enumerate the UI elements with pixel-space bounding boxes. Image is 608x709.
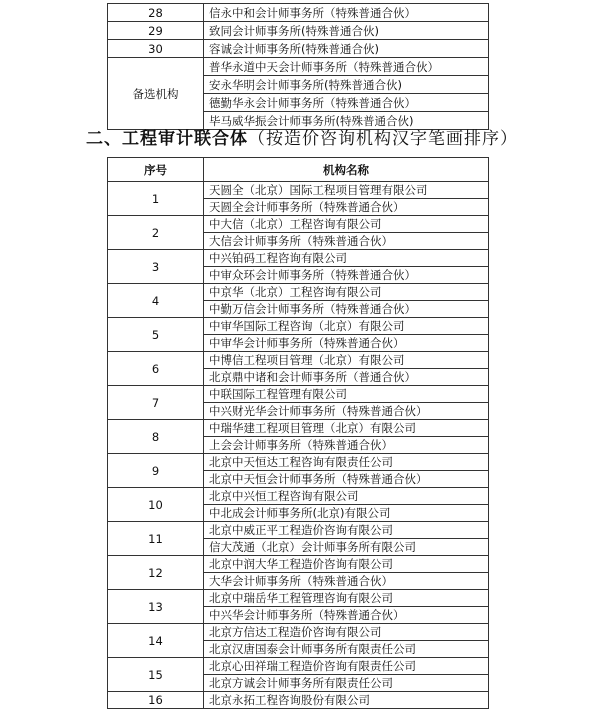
firm-name: 中勤万信会计师事务所（特殊普通合伙） [204, 301, 489, 318]
table-row [108, 624, 489, 641]
table-row [108, 488, 489, 505]
section-title: 二、工程审计联合体 [86, 129, 248, 149]
section-subtitle: （按造价咨询机构汉字笔画排序） [248, 129, 518, 149]
firm-name: 中京华（北京）工程咨询有限公司 [204, 284, 489, 301]
serial-number: 13 [108, 590, 204, 624]
serial-number: 15 [108, 658, 204, 692]
serial-number: 10 [108, 488, 204, 522]
firm-name: 信永中和会计师事务所（特殊普通合伙） [204, 4, 489, 22]
header-firm-name: 机构名称 [204, 158, 489, 182]
audit-consortium-table [107, 157, 489, 709]
table-header-row [108, 158, 489, 182]
firm-name: 上会会计师事务所（特殊普通合伙） [204, 437, 489, 454]
serial-number: 12 [108, 556, 204, 590]
table-row [108, 590, 489, 607]
backup-firm-name: 毕马威华振会计师事务所(特殊普通合伙) [204, 112, 489, 130]
firm-name: 容诚会计师事务所(特殊普通合伙) [204, 40, 489, 58]
table-row [108, 692, 489, 709]
firm-name: 中北成会计师事务所(北京)有限公司 [204, 505, 489, 522]
table-row [108, 40, 489, 58]
table-row [108, 420, 489, 437]
serial-number: 3 [108, 250, 204, 284]
table-row [108, 556, 489, 573]
serial-number: 1 [108, 182, 204, 216]
serial-number: 11 [108, 522, 204, 556]
firm-name: 北京鼎中诸和会计师事务所（普通合伙） [204, 369, 489, 386]
table-row [108, 284, 489, 301]
firm-name: 北京中润大华工程造价咨询有限公司 [204, 556, 489, 573]
table-row [108, 58, 489, 76]
table-row [108, 352, 489, 369]
firm-name: 北京中瑞岳华工程管理咨询有限公司 [204, 590, 489, 607]
firm-name: 大华会计师事务所（特殊普通合伙） [204, 573, 489, 590]
table-row [108, 182, 489, 199]
firm-name: 天圆全会计师事务所（特殊普通合伙） [204, 199, 489, 216]
serial-number: 8 [108, 420, 204, 454]
firm-name: 北京汉唐国泰会计师事务所有限责任公司 [204, 641, 489, 658]
serial-number: 4 [108, 284, 204, 318]
serial-number: 16 [108, 692, 204, 709]
firm-name: 中大信（北京）工程咨询有限公司 [204, 216, 489, 233]
serial-number: 5 [108, 318, 204, 352]
firm-name: 中审众环会计师事务所（特殊普通合伙） [204, 267, 489, 284]
firm-name: 信大茂通（北京）会计师事务所有限公司 [204, 539, 489, 556]
firm-name: 北京中天恒达工程咨询有限责任公司 [204, 454, 489, 471]
firm-name: 中博信工程项目管理（北京）有限公司 [204, 352, 489, 369]
section-heading [86, 127, 518, 151]
firm-list-table-part1 [107, 3, 489, 130]
header-serial-number: 序号 [108, 158, 204, 182]
table-row [108, 216, 489, 233]
firm-name: 中审华国际工程咨询（北京）有限公司 [204, 318, 489, 335]
table-row [108, 4, 489, 22]
firm-name: 北京中兴恒工程咨询有限公司 [204, 488, 489, 505]
firm-name: 北京中天恒会计师事务所（特殊普通合伙） [204, 471, 489, 488]
firm-name: 中兴华会计师事务所（特殊普通合伙） [204, 607, 489, 624]
firm-name: 中联国际工程管理有限公司 [204, 386, 489, 403]
firm-name: 北京方诚会计师事务所有限责任公司 [204, 675, 489, 692]
firm-name: 中兴铂码工程咨询有限公司 [204, 250, 489, 267]
serial-number: 29 [108, 22, 204, 40]
firm-name: 中审华会计师事务所（特殊普通合伙） [204, 335, 489, 352]
serial-number: 6 [108, 352, 204, 386]
serial-number: 2 [108, 216, 204, 250]
table-row [108, 22, 489, 40]
firm-name: 北京心田祥瑞工程造价咨询有限责任公司 [204, 658, 489, 675]
firm-name: 天圆全（北京）国际工程项目管理有限公司 [204, 182, 489, 199]
table-row [108, 454, 489, 471]
firm-name: 中兴财光华会计师事务所（特殊普通合伙） [204, 403, 489, 420]
table-row [108, 386, 489, 403]
backup-firm-name: 德勤华永会计师事务所（特殊普通合伙） [204, 94, 489, 112]
backup-label: 备选机构 [108, 58, 204, 130]
table-row [108, 658, 489, 675]
table-row [108, 318, 489, 335]
firm-name: 大信会计师事务所（特殊普通合伙） [204, 233, 489, 250]
firm-name: 北京方信达工程造价咨询有限公司 [204, 624, 489, 641]
firm-name: 北京中威正平工程造价咨询有限公司 [204, 522, 489, 539]
serial-number: 30 [108, 40, 204, 58]
serial-number: 7 [108, 386, 204, 420]
table-row [108, 522, 489, 539]
serial-number: 28 [108, 4, 204, 22]
firm-name: 北京永拓工程咨询股份有限公司 [204, 692, 489, 709]
backup-firm-name: 安永华明会计师事务所(特殊普通合伙) [204, 76, 489, 94]
backup-firm-name: 普华永道中天会计师事务所（特殊普通合伙） [204, 58, 489, 76]
table-row [108, 250, 489, 267]
serial-number: 14 [108, 624, 204, 658]
firm-name: 中瑞华建工程项目管理（北京）有限公司 [204, 420, 489, 437]
serial-number: 9 [108, 454, 204, 488]
firm-name: 致同会计师事务所(特殊普通合伙) [204, 22, 489, 40]
